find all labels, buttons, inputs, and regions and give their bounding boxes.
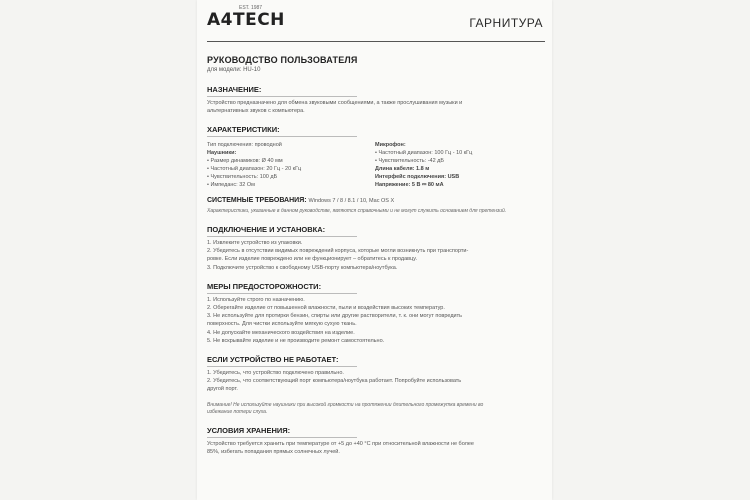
safety-list bbox=[207, 296, 545, 345]
page-title: ГАРНИТУРА bbox=[469, 16, 543, 30]
spec-item: Длина кабеля: 1.8 м bbox=[375, 166, 430, 172]
list-item: ровке. Если изделие повреждено или не функционирует – обратитесь к продавцу. bbox=[207, 256, 417, 263]
spec-item: • Частотный диапазон: 100 Гц - 10 кГц bbox=[375, 150, 473, 156]
logo-tagline: EST. 1987 bbox=[239, 5, 263, 11]
hearing-warning-2: избежание потери слуха. bbox=[207, 408, 268, 415]
safety-underline bbox=[207, 293, 357, 294]
sysreq-heading: СИСТЕМНЫЕ ТРЕБОВАНИЯ: bbox=[207, 197, 307, 204]
purpose-heading: НАЗНАЧЕНИЕ: bbox=[207, 85, 262, 94]
sysreq-row bbox=[207, 197, 545, 204]
install-underline bbox=[207, 236, 357, 237]
manual-content bbox=[207, 55, 545, 456]
spec-item: Интерфейс подключения: USB bbox=[375, 174, 460, 180]
spec-item: • Импеданс: 32 Ом bbox=[207, 182, 255, 188]
storage-underline bbox=[207, 437, 357, 438]
spec-item: Тип подключения: проводной bbox=[207, 142, 282, 148]
trouble-heading: ЕСЛИ УСТРОЙСТВО НЕ РАБОТАЕТ: bbox=[207, 355, 339, 365]
install-list bbox=[207, 239, 545, 272]
purpose-text-1: Устройство предназначено для обмена звуковыми сообщениями, а также прослушивания музыки и bbox=[207, 100, 463, 106]
specs-underline bbox=[207, 136, 357, 137]
model-label: для модели: HU-10 bbox=[207, 67, 261, 73]
purpose-underline bbox=[207, 96, 357, 97]
list-item: другой порт. bbox=[207, 386, 238, 393]
storage-text-2: 85%, избегать попадания прямых солнечных лучей. bbox=[207, 448, 340, 455]
spec-item: Наушники: bbox=[207, 150, 237, 156]
spec-item: • Чувствительность: -42 дБ bbox=[375, 158, 444, 164]
list-item: 3. Подключите устройство к свободному USB-порту компьютера/ноутбука. bbox=[207, 264, 398, 271]
logo-text: A4TECH bbox=[207, 10, 285, 30]
page-header bbox=[207, 5, 545, 40]
spec-item: Микрофон: bbox=[375, 142, 406, 148]
brand-logo bbox=[207, 5, 285, 30]
list-item: 1. Убедитесь, что устройство подключено правильно. bbox=[207, 370, 344, 377]
trouble-list bbox=[207, 369, 545, 394]
hearing-warning-1: Внимание! Не используйте наушники при высокой громкости на протяжении длительного промежутка времени во bbox=[207, 401, 484, 408]
purpose-text-2: альтернативных звуков с компьютера. bbox=[207, 108, 305, 114]
header-divider bbox=[207, 41, 545, 42]
sysreq-value: Windows 7 / 8 / 8.1 / 10, Mac OS X bbox=[308, 198, 395, 204]
list-item: 1. Извлеките устройство из упаковки. bbox=[207, 240, 303, 246]
sysreq-note: Характеристики, указанные в данном руководстве, являются справочными и не могут служить основанием для претензий. bbox=[207, 208, 507, 214]
safety-heading: МЕРЫ ПРЕДОСТОРОЖНОСТИ: bbox=[207, 281, 322, 291]
list-item: поверхность. Для чистки используйте мягкую сухую ткань. bbox=[207, 321, 357, 328]
specs-columns bbox=[207, 141, 545, 189]
manual-page bbox=[197, 0, 552, 500]
install-heading: ПОДКЛЮЧЕНИЕ И УСТАНОВКА: bbox=[207, 225, 326, 234]
list-item: 2. Оберегайте изделие от повышенной влажности, пыли и воздействия высоких температур. bbox=[207, 305, 445, 312]
spec-item: Напряжение: 5 В ⎓ 80 мА bbox=[375, 182, 444, 188]
list-item: 3. Не используйте для протирки бензин, спирты или другие растворители, т. к. они могут повредить bbox=[207, 313, 462, 320]
specs-heading: ХАРАКТЕРИСТИКИ: bbox=[207, 125, 280, 134]
list-item: 4. Не допускайте механического воздействия на изделие. bbox=[207, 329, 355, 336]
list-item: 1. Используйте строго по назначению. bbox=[207, 296, 305, 303]
manual-title: РУКОВОДСТВО ПОЛЬЗОВАТЕЛЯ bbox=[207, 55, 358, 65]
specs-left-column bbox=[207, 141, 375, 189]
spec-item: • Частотный диапазон: 20 Гц - 20 кГц bbox=[207, 166, 302, 172]
spec-item: • Размер динамиков: Ø 40 мм bbox=[207, 158, 283, 164]
list-item: 2. Убедитесь в отсутствии видимых повреждений корпуса, которые могли возникнуть при транспорти- bbox=[207, 248, 469, 255]
trouble-underline bbox=[207, 366, 357, 367]
storage-text-1: Устройство требуется хранить при температуре от +5 до +40 °C при относительной влажности не более bbox=[207, 440, 474, 447]
list-item: 5. Не вскрывайте изделие и не производите ремонт самостоятельно. bbox=[207, 337, 385, 344]
list-item: 2. Убедитесь, что соответствующий порт компьютера/ноутбука работает. Попробуйте использовать bbox=[207, 378, 462, 385]
storage-heading: УСЛОВИЯ ХРАНЕНИЯ: bbox=[207, 425, 291, 435]
specs-right-column bbox=[375, 141, 543, 189]
spec-item: • Чувствительность: 100 дБ bbox=[207, 174, 278, 180]
